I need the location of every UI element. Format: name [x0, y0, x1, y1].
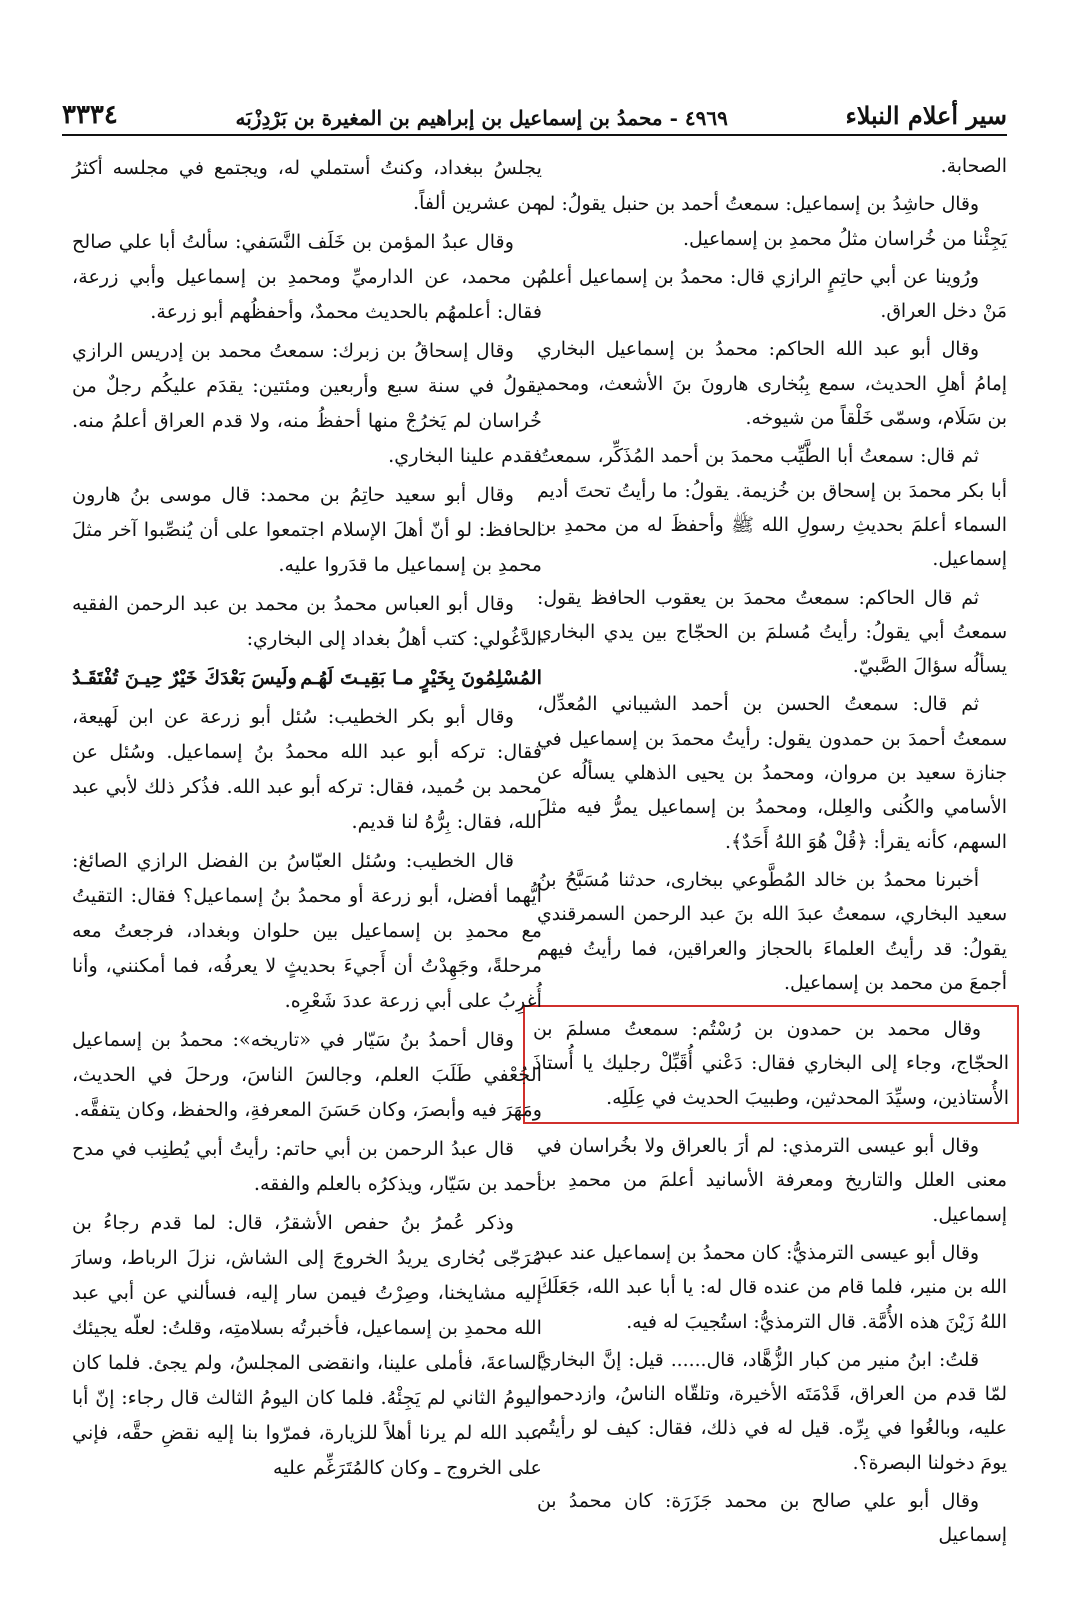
verse-hemistich-second: ولَيسَ بَعْدَكَ خَيْرٌ حِيـنَ تُفْتَقَـدُ [72, 666, 297, 689]
left-column [72, 150, 542, 1489]
highlighted-paragraph: وقال محمد بن حمدون بن رُسْتُم: سمعتُ مسلمَ بن الحجّاج، وجاء إلى البخاري فقال: دَعْني أُقَبِّلْ رجليك يا أُستاذَ الأُستاذين، وسيِّدَ المحدثين، وطبيبَ الحديث في عِلَلِه. [533, 1019, 1009, 1109]
paragraph: وذكر عُمرُ بنُ حفص الأشقرُ، قال: لما قدم رجاءُ بن مُرَجّى بُخارى يريدُ الخروجَ إلى الشاش، نزلَ الرباط، وسارَ إليه مشايخنا، وصِرْتُ فيمن سار إليه، فسألني عن أبي عبد الله محمدِ بن إسماعيل، فأخبرتُه بسلامتِه، وقلتُ: لعلّه يجيئك الساعةَ، فأملى علينا، وانقضى المجلسُ، ولم يجئ. فلما كان اليومُ الثاني لم يَجِئْهُ. فلما كان اليومُ الثالث قال رجاء: إنّ أبا عبد الله لم يرنا أهلاً للزيارة، فمرّوا بنا إليه نقضِ حقَّه، فإني على الخروج ـ وكان كالمُتَرَغِّم عليه [72, 1211, 542, 1479]
right-column [533, 150, 1009, 1558]
book-title: سير أعلام النبلاء [845, 101, 1007, 130]
paragraph: وقال أبو بكر الخطيب: سُئل أبو زرعة عن ابن لَهيعة، فقال: تركه أبو عبد الله محمدُ بنُ إسماعيل. وسُئل عن محمد بن حُميد، فقال: تركه أبو عبد الله. فذُكر ذلك لأبي عبد الله، فقال: بِرُّهُ لنا قديم. [72, 705, 542, 833]
paragraph: يجلسُ ببغداد، وكنتُ أستملي له، ويجتمع في مجلسه أكثرُ من عشرين ألفاً. [72, 156, 542, 214]
paragraph: قال عبدُ الرحمن بن أبي حاتم: رأيتُ أبي يُطنِب في مدح أحمد بن سَيّار، ويذكرُه بالعلم والفقه. [72, 1137, 542, 1195]
paragraph: وقال إسحاقُ بن زبرك: سمعتُ محمد بن إدريس الرازي يقولُ في سنة سبع وأربعين ومئتين: يقدَم عليكُم رجلٌ من خُراسان لم يَخرُجْ منها أحفظُ منه، ولا قدم العراق أعلمُ منه. فقدم علينا البخاري. [72, 339, 542, 467]
paragraph: وقال أبو سعيد حاتِمُ بن محمد: قال موسى بنُ هارون الحافظ: لو أنّ أهلَ الإسلام اجتمعوا على أن يُنصِّبوا آخر مثلَ محمدِ بن إسماعيل ما قدَروا عليه. [72, 483, 542, 576]
paragraph: ثم قال: سمعتُ الحسن بن أحمد الشيباني المُعدِّل، سمعتُ أحمدَ بن حمدون يقول: رأيتُ محمدَ بن إسماعيل في جنازة سعيد بن مروان، ومحمدُ بن يحيى الذهلي يسألُه عن الأسامي والكُنى والعِلل، ومحمدُ بن إسماعيل يمرُّ فيه مثلَ السهم، كأنه يقرأ: ﴿قُلْ هُوَ اللهُ أَحَدٌ﴾. [537, 694, 1007, 853]
paragraph: وقال أبو عبد الله الحاكم: محمدُ بن إسماعيل البخاري إمامُ أهلِ الحديث، سمع بِبُخارى هارونَ بنَ الأشعث، ومحمد بن سَلَام، وسمّى خَلْقاً من شيوخه. [537, 339, 1007, 430]
highlight-box [523, 1005, 1019, 1124]
paragraph: ثم قال الحاكم: سمعتُ محمدَ بن يعقوب الحافظ يقول: سمعتُ أبي يقولُ: رأيتُ مُسلمَ بن الحجّاج بين يدي البخاري يسألُه سؤالَ الصَّبيّ. [537, 587, 1007, 678]
running-header [62, 96, 1007, 136]
paragraph: وقال أبو عيسى الترمذيُّ: كان محمدُ بن إسماعيل عند عبد الله بن منير، فلما قام من عنده قال له: يا أبا عبد الله، جَعَلَكَ اللهُ زَيْنَ هذه الأُمَّة. قال الترمذيُّ: استُجيبَ له فيه. [537, 1242, 1007, 1333]
page-number: ٣٣٣٤ [62, 100, 118, 130]
paragraph: وقال عبدُ المؤمن بن خَلَف النَّسَفي: سألتُ أبا علي صالح بن محمد، عن الدارميِّ ومحمدِ بن إسماعيل وأبي زرعة، فقال: أعلمهُم بالحديث محمدٌ، وأحفظُهم أبو زرعة. [72, 230, 542, 323]
paragraph: ثم قال: سمعتُ أبا الطَّيِّب محمدَ بن أحمد المُذَكِّر، سمعتُ أبا بكر محمدَ بن إسحاق بن خُزيمة. يقولُ: ما رأيتُ تحتَ أديم السماء أعلمَ بحديثِ رسولِ الله ﷺ وأحفظَ له من محمدِ بن إسماعيل. [537, 446, 1007, 571]
paragraph: وقال أبو العباس محمدُ بن محمد بن عبد الرحمن الفقيه الدَّغُولي: كتب أهلُ بغداد إلى البخاري: [72, 592, 542, 650]
paragraph: وقال أحمدُ بنُ سَيّار في «تاريخه»: محمدُ بن إسماعيل الجُعْفي طَلَبَ العلم، وجالسَ الناسَ، ورحلَ في الحديث، ومَهَرَ فيه وأبصرَ، وكان حَسَنَ المعرفةِ، والحفظ، وكان يتفقَّه. [72, 1028, 542, 1121]
entry-title: ٤٩٦٩ - محمدُ بن إسماعيل بن إبراهيم بن المغيرة بن بَرْدِزْبَه [235, 106, 728, 130]
verse-hemistich-first: المُسْلِمُونَ بِخَيْرٍ مـا بَقِيـتَ لَهُـم [300, 666, 542, 689]
paragraph: الصحابة. [940, 156, 1007, 177]
poetry-verse [72, 660, 542, 695]
paragraph: أخبرنا محمدُ بن خالد المُطَّوعي ببخارى، حدثنا مُسَبَّحُ بنُ سعيد البخاري، سمعتُ عبدَ الله بنَ عبد الرحمن السمرقندي يقولُ: قد رأيتُ العلماءَ بالحجاز والعراقين، فما رأيتُ فيهم أجمعَ من محمد بن إسماعيل. [537, 869, 1007, 994]
paragraph: وقال أبو علي صالح بن محمد جَزَرَة: كان محمدُ بن إسماعيل [537, 1490, 1007, 1547]
paragraph: وقال حاشِدُ بن إسماعيل: سمعتُ أحمد بن حنبل يقولُ: لم يَجِئْنا من خُراسان مثلُ محمدِ بن إسماعيل. [537, 194, 1007, 250]
paragraph: قلتُ: ابنُ منير من كبار الزُّهَّاد، قال...... قيل: إنَّ البخاريَّ لمّا قدم من العراق، قَدْمَتَه الأخيرة، وتلقّاه الناسُ، وازدحموا عليه، وبالغُوا في بِرِّه. قيل له في ذلك، فقال: كيف لو رأيتُم يومَ دخولنا البصرة؟. [537, 1349, 1007, 1474]
paragraph: قال الخطيب: وسُئل العبّاسُ بن الفضل الرازي الصائغ: أيُّهما أفضل، أبو زرعة أو محمدُ بنُ إسماعيل؟ فقال: التقيتُ مع محمدِ بن إسماعيل بين حلوان وبغداد، فرجعتُ معه مرحلةً، وجَهِدْتُ أن أَجيءَ بحديثٍ لا يعرفُه، فما أمكنني، وأنا أُغرِبُ على أبي زرعة عددَ شَعْرِه. [72, 849, 542, 1012]
paragraph: وقال أبو عيسى الترمذي: لم أرَ بالعراق ولا بخُراسان في معنى العلل والتاريخ ومعرفة الأسانيد أعلمَ من محمدِ بن إسماعيل. [537, 1136, 1007, 1226]
paragraph: ورُوينا عن أبي حاتِمٍ الرازي قال: محمدُ بن إسماعيل أعلمُ مَنْ دخل العراق. [537, 266, 1007, 323]
